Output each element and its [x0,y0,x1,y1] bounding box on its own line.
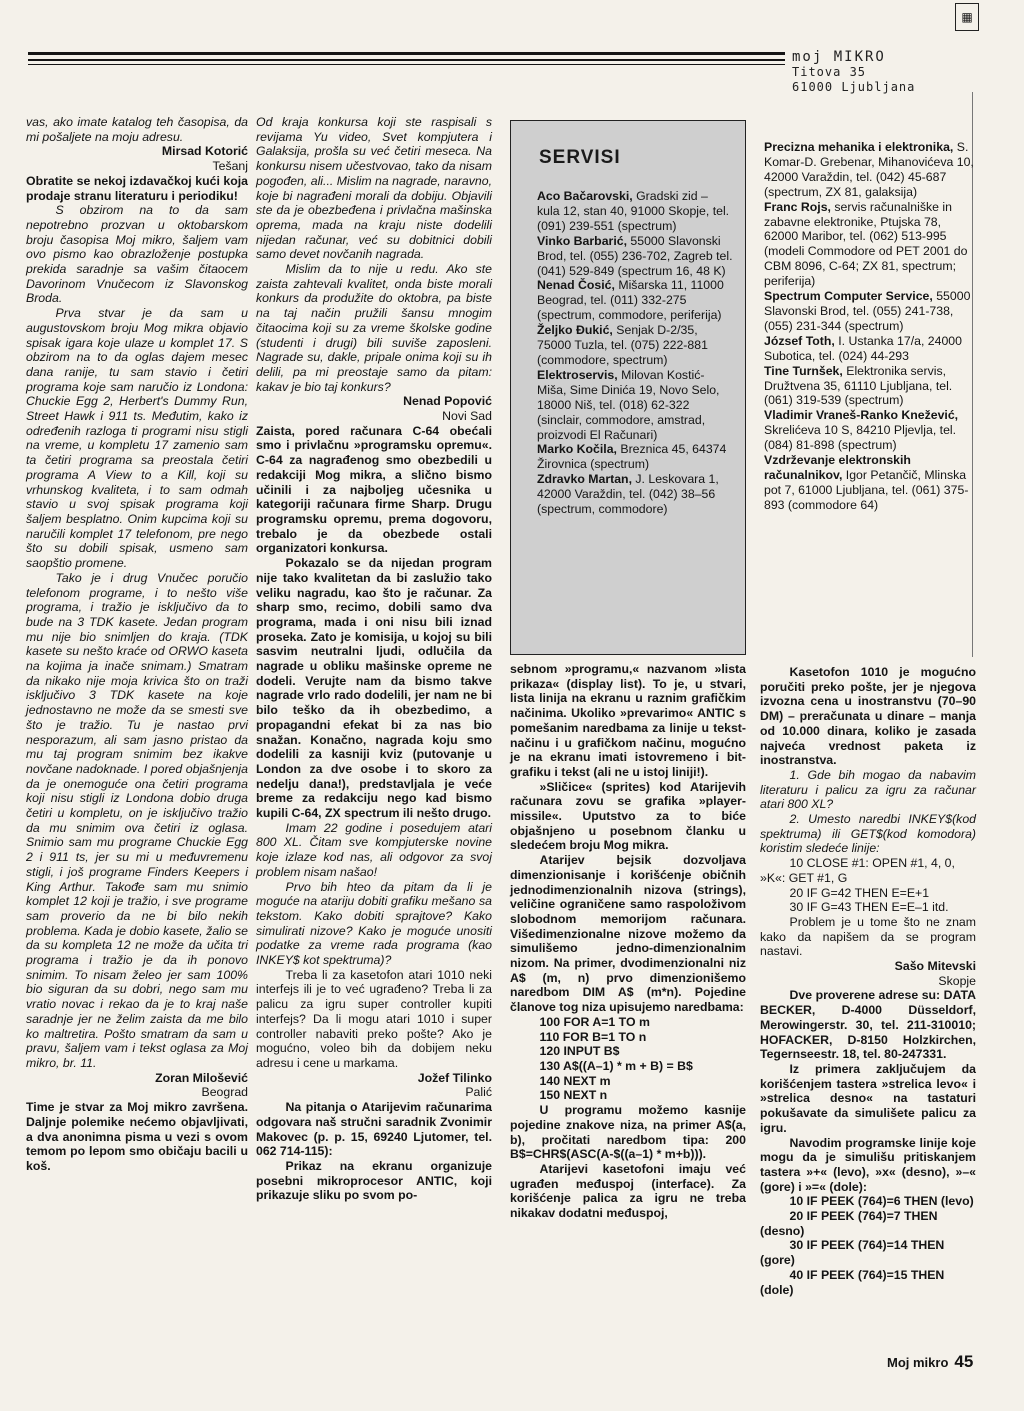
paragraph: U programu možemo kasnije pojedine znakove niza, na primer A$(a, b), pročitati naredbom tipa: 200 B$=CHR$(ASC(A-$((a–1) * m+b))). [510,1103,746,1162]
servis-entry [537,234,733,279]
paragraph: 20 IF PEEK (764)=7 THEN (desno) [760,1209,938,1238]
paragraph: Atarijevi kasetofoni imaju već ugrađen međuspoj (interface). Za korišćenje palica za igru ne treba nikakav dodatni međuspoj, [510,1161,746,1221]
servis-name: Marko Kočila, [537,442,617,457]
servis-details: Skrelićeva 10 S, 84210 Pljevlja, tel. (084) 81-898 (spectrum) [764,423,957,453]
servis-entry [764,140,974,200]
servis-entry [764,334,974,364]
servis-name: Vladimir Vraneš-Ranko Knežević, [764,408,959,423]
servis-name: Precizna mehanika i elektronika, [764,140,954,154]
paragraph: 150 NEXT n [539,1088,608,1103]
paragraph: Novi Sad [442,409,492,424]
paragraph: Jožef Tilinko [417,1070,492,1085]
servis-name: Aco Bačarovski, [537,189,633,203]
paragraph: 2. Umesto naredbi INKEY$(kod spektruma) ili GET$(kod komodora) koristim sledeće linije: [760,812,976,856]
header-rule [28,52,785,55]
servis-entry [764,453,974,513]
servis-details: Milovan Kostić-Miša, Sime Dinića 19, Novo Selo, 18000 Niš, tel. (018) 62-322 (sinclair, commodore, amstrad, proizvodi El Računari) [537,367,720,442]
servis-name: Željko Đukić, [537,323,613,338]
paragraph: 140 NEXT m [539,1073,611,1088]
servis-entry [764,408,974,453]
paragraph: 30 IF PEEK (764)=14 THEN (gore) [760,1238,945,1268]
servisi-title: SERVISI [539,147,621,168]
paragraph: Time je stvar za Moj mikro završena. Daljnje polemike nećemo objavljivati, a dva anonimna pisma u vezi s ovom temom po lepom smo običaju bacili u koš. [26,1100,248,1173]
paragraph: Kasetofon 1010 je mogućno poručiti preko pošte, jer je njegova izvozna cena u inostranstvu (70–90 DM) – preračunata u dinare – manja od 10.000 dinara, koliko je zasada najveća vrednost paketa iz inostranstva. [760,665,976,768]
servis-name: József Toth, [764,333,835,348]
servis-entry [764,289,974,334]
paragraph: Imam 22 godine i posedujem atari 800 XL. Čitam sve kompjuterske novine koje izlaze kod nas, ali odgovor za svoj problem nisam našao! [256,820,492,879]
servis-name: Tine Turnšek, [764,363,843,378]
page-number: 45 [954,1352,974,1371]
paragraph: Iz primera zaključujem da korišćenjem tastera »strelica levo« i »strelica desno« na tastaturi pokušavate da simulišete palicu za igru. [760,1061,976,1135]
servis-name: Franc Rojs, [764,199,831,214]
editorial-address [792,50,972,95]
servis-details: 55000 Slavonski Brod, tel. (055) 241-738, (055) 231-344 (spectrum) [764,289,971,333]
servis-details: 55000 Slavonski Brod, tel. (055) 236-702, Zagreb tel. (041) 529-849 (spectrum 16, 48 K) [537,233,733,278]
paragraph: Problem je u tome što ne znam kako da napišem da se program nastavi. [760,914,976,959]
servis-entry [537,189,733,234]
column-3 [510,662,746,1221]
paragraph: Prva stvar je da sam u augustovskom broju Mog mikra objavio spisak igara koje ulaze u komplet 17. S obzirom na to da oglas dajem mesec dana ranije, tu sam stavio i četiri programa koje sam naručio iz Londona: Chuckie Egg 2, Herbert's Dummy Run, Street Hawk i 911 ts. Međutim, kako iz određenih razloga ti programi nisu stigli na vreme, u kompletu 17 zamenio sam ta četiri programa sa preostala četiri programa A View to a Kill, koji su vrhunskog kvaliteta, i to sam odmah stavio u svoj spisak programa koji šaljem besplatno. Onim kupcima koji su naručili komplet 17 telefonom, pre nego što su dobili spisak, usmeno sam saopštio promene. [26,306,248,571]
servis-details: S. Komar-D. Grebenar, Mihanovićeva 10, 42000 Varaždin, tel. (042) 45-687 (spectrum, ZX 81, galaksija) [764,140,974,199]
paragraph: Tako je i drug Vnučec poručio telefonom programe, i to nešto više programa, i tražio je isključivo da to bude na 3 TDK kasete. Jedan program mu nije bio snimljen do kraja. (TDK kasete su nešto kraće od ORWO kaseta na kojima ja inače snimam.) Smatram da nikako nije moja krivica što on traži isključivo 3 TDK kasete na koje jednostavno ne može da se smesti sve što je tražio. Tu je nastao prvi nesporazum, ali sam jasno pristao da mu taj program snimim bez ikakve novčane nadoknade. I pored objašnjenja da je onemoguće ona četiri programa koji nisu stigli iz Londona dobio druga četiri u kompletu, on je isključivo tražio da mu snimim ova četiri iz oglasa. Snimio sam mu programe Chuckie Egg 2 i 911 ts, jer su mi u međuvremenu stigli, i još programe Finders Keepers i King Arthur. Takođe sam mu snimio komplet 12 koji je tražio, i sve programe sam proverio da ne bi bilo nekih problema. Kada je dobio kasete, žalio se da su kompleta 12 ne može da učita tri programa i tražio je da ih ponovo snimim. To nisam želeo jer sam 100% bio siguran da su dobri, nego sam mu vratio novac i rekao da je to kraj naše saradnje jer ne želim zaista da me bilo ko maltretira. Pošto smatram da sam u pravu, šaljem vam i tekst oglasa za Moj mikro, br. 11. [26,570,248,1070]
page-footer [887,1352,973,1372]
servis-name: Spectrum Computer Service, [764,289,933,304]
paragraph: Zoran Milošević [155,1070,248,1085]
column-4 [760,665,976,1297]
paragraph: sebnom »programu,« nazvanom »lista prikaza« (display list). To je, u stvari, lista linija na ekranu u raznim grafičkim načinima. Ukoliko »prevarimo« ANTIC s pomešanim naredbama za linije u tekst-načinu i u grafičkom načinu, mogućno je na ekranu imati istovremeno i bit-grafiku i tekst (ali ne u istoj liniji!). [510,662,746,779]
address-line: Titova 35 [792,65,867,79]
servis-details: Senjak D-2/35, 75000 Tuzla, tel. (075) 222-881 (commodore, spectrum) [537,323,708,367]
paragraph: 30 IF G=43 THEN E=E–1 itd. [789,900,949,915]
servis-details: J. Leskovara 1, 42000 Varaždin, tel. (042) 38–56 (spectrum, commodore) [537,472,719,517]
servis-name: Zdravko Martan, [537,472,632,487]
servis-details: I. Ustanka 17/a, 24000 Subotica, tel. (024) 44-293 [764,333,962,363]
paragraph: Sašo Mitevski [894,959,976,974]
paragraph: Nenad Popović [403,394,492,409]
paragraph: S obzirom na to da sam nepotrebno prozvan u oktobarskom broju časopisa Moj mikro, šaljem vam ovo pismo kao obrazloženje postupka prekida saradnje sa vašim čitaocem Davorinom Vnučecom iz Slavonskog Broda. [26,203,248,306]
paragraph: Od kraja konkursa koji ste raspisali s revijama Yu video, Svet kompjutera i Galaksija, prošla su već četiri meseca. Na konkursu nisem učestvovao, tako da nisam pogođen, ali... Mislim na nagrade, naravno, koje bi nagrađeni morali da dobiju. Objavili ste da je obezbeđena i privlačna mašinska oprema, mada na kraju niste dodelili nijedan računar, već su dobitnici dobili samo devet novčanih nagrada. [256,115,492,262]
servis-details: Gradski zid – kula 12, stan 40, 91000 Skopje, tel. (091) 239-551 (spectrum) [537,189,730,233]
servis-name: Vzdrževanje elektronskih računalnikov, [764,453,911,482]
paragraph: Treba li za kasetofon atari 1010 neki interfejs ili je to već ugrađeno? Treba li za palicu za igru super controller kupiti interfejs? Da li mogu atari 1010 i super controller nabaviti preko pošte? Ako je mogućno, voleo bih da dobijem neku adresu i cene u markama. [256,967,492,1070]
paragraph: Skopje [938,973,976,988]
column-2 [256,115,492,1203]
paragraph: Beograd [201,1085,248,1100]
column-1 [26,115,248,1174]
servis-name: Vinko Barbarić, [537,233,627,248]
corner-logo-icon: ▦ [955,3,979,31]
paragraph: Pokazalo se da nijedan program nije tako kvalitetan da bi zaslužio tako veliku nagradu, kao što je računar. Za sharp smo, recimo, dobili samo dva programa, mada i oni nisu bili iznad proseka. Zato je komisija, u kojoj su bili sasvim neutralni ljudi, odlučila da nagrade u obliku mašinske opreme ne dodeli. Verujte nam da bismo takve nagrade vrlo rado dodelili, jer nam ne bi bilo teško da ih obezbedimo, a propagandni efekat bi za nas bio snažan. Konačno, nagrada koju smo dodelili za kasniji kviz (putovanje u London za dve osobe i to skoro za nedelju dana!), predstavljala je veće breme za redakciju nego kad bismo kupili C-64, ZX spectrum ili nešto drugo. [256,556,492,821]
magazine-name: Moj mikro [887,1355,949,1370]
paragraph: »Sličice« (sprites) kod Atarijevih računara zovu se grafika »player-missile«. Uputstvo za to biće objašnjeno u posebnom članku u sledećem broju Mog mikra. [510,779,746,853]
servis-name: Nenad Čosić, [537,278,615,293]
servisi-box [510,120,746,655]
servis-details: Mišarska 11, 11000 Beograd, tel. (011) 332-275 (spectrum, commodore, periferija) [537,278,724,323]
servis-details: Breznica 45, 64374 Žirovnica (spectrum) [537,442,727,472]
servis-entry [764,364,974,409]
header-rule [28,64,785,65]
paragraph: 100 FOR A=1 TO m [539,1014,650,1029]
paragraph: Palić [465,1085,492,1100]
paragraph: Dve proverene adrese su: DATA BECKER, D-4000 Düsseldorf, Merowingerstr. 30, tel. 211-310010; HOFACKER, D-8150 Holzkirchen, Tegernseestr. 18, tel. 80-247331. [760,988,976,1062]
paragraph: Atarijev bejsik dozvoljava dimenzionisanje i korišćenje običnih jednodimenzionalnih nizova (strings), veličine ograničene samo raspoloživom slobodnom memorijom računara. Višedimenzionalne nizove možemo da simulišemo jedno-dimenzionalnim nizom. Na primer, dvodimenzionalni niz A$ (m, n) prvo dimenzionišemo naredbom DIM A$ (m*n). Pojedine članove tog niza upisujemo naredbama: [510,853,746,1015]
paragraph: Prvo bih hteo da pitam da li je moguće na atariju dobiti grafiku mešano sa tekstom. Kako dobiti sprajtove? Kako simulirati nizove? Kako je moguće unositi podatke za vreme rada programa (kao INKEY$ kot spektruma)? [256,879,492,968]
address-line: 61000 Ljubljana [792,80,916,94]
paragraph: vas, ako imate katalog teh časopisa, da mi pošaljete na moju adresu. [26,115,248,144]
paragraph: Tešanj [212,159,248,174]
paragraph: 120 INPUT B$ [539,1044,620,1059]
paragraph: 10 IF PEEK (764)=6 THEN (levo) [789,1194,974,1209]
paragraph: 40 IF PEEK (764)=15 THEN (dole) [760,1267,945,1297]
paragraph: Prikaz na ekranu organizuje posebni mikroprocesor ANTIC, koji prikazuje sliku po svom po- [256,1158,492,1203]
paragraph: 110 FOR B=1 TO n [539,1029,647,1044]
servis-entry [537,323,733,368]
servis-entry [537,472,733,517]
paragraph: 1. Gde bih mogao da nabavim literaturu i palicu za igru za računar atari 800 XL? [760,767,976,812]
servis-entry [537,442,733,472]
paragraph: 130 A$((A–1) * m + B) = B$ [539,1058,693,1073]
paragraph: Mirsad Kotorić [161,144,248,159]
servisi-list-right [764,140,974,513]
servis-name: Elektroservis, [537,367,618,382]
paragraph: Na pitanja o Atarijevim računarima odgovara naš stručni saradnik Zvonimir Makovec (p. p. 15, 69240 Ljutomer, tel. 062 714-115): [256,1100,492,1159]
paragraph: 20 IF G=42 THEN E=E+1 [789,885,930,900]
servis-details: Elektronika servis, Družtvena 35, 61110 Ljubljana, tel. (061) 319-539 (spectrum) [764,363,953,408]
paragraph: Mislim da to nije u redu. Ako ste zaista zahtevali kvalitet, onda biste morali konkurs da produžite do oktobra, pa biste na taj način pružili šansu mnogim čitaocima koji su za vreme školske godine (studenti i drugi) bili suviše zaposleni. Nagrade su, dakle, pripale onima koji su ih delili, pa mi preostaje samo da pitam: kakav je bio taj konkurs? [256,262,492,394]
servis-entry [537,368,733,443]
servis-details: Igor Petančič, Mlinska pot 7, 61000 Ljubljana, tel. (061) 375-893 (commodore 64) [764,467,969,512]
paragraph: Obratite se nekoj izdavačkoj kući koja prodaje stranu literaturu i periodiku! [26,173,248,203]
header-rule [28,59,785,61]
paragraph: Navodim programske linije koje mogu da je simulišu pritiskanjem tastera »+« (levo), »x« (desno), »–« (gore) i »=« (dole): [760,1135,976,1194]
servis-details: servis računalniške in zabavne elektronike, Ptujska 78, 62000 Maribor, tel. (062) 513-995 (modeli Commodore od PET 2001 do CBM 8096, C-64; ZX 81, spectrum; periferija) [764,199,968,289]
servis-entry [764,200,974,289]
address-line: moj MIKRO [792,49,886,65]
servis-entry [537,278,733,323]
paragraph: 10 CLOSE #1: OPEN #1, 4, 0, »K«: GET #1, G [760,856,955,885]
servisi-list-left [537,189,733,517]
paragraph: Zaista, pored računara C-64 obećali smo i privlačnu »programsku opremu«. C-64 za nagrađenog smo obezbedili u redakciji Mog mikra, a slično bismo učinili i za najboljeg učesnika u kategoriji računara firme Sharp. Drugu programsku opremu, prema dogovoru, trebalo je da obezbede ostali organizatori konkursa. [256,423,492,556]
